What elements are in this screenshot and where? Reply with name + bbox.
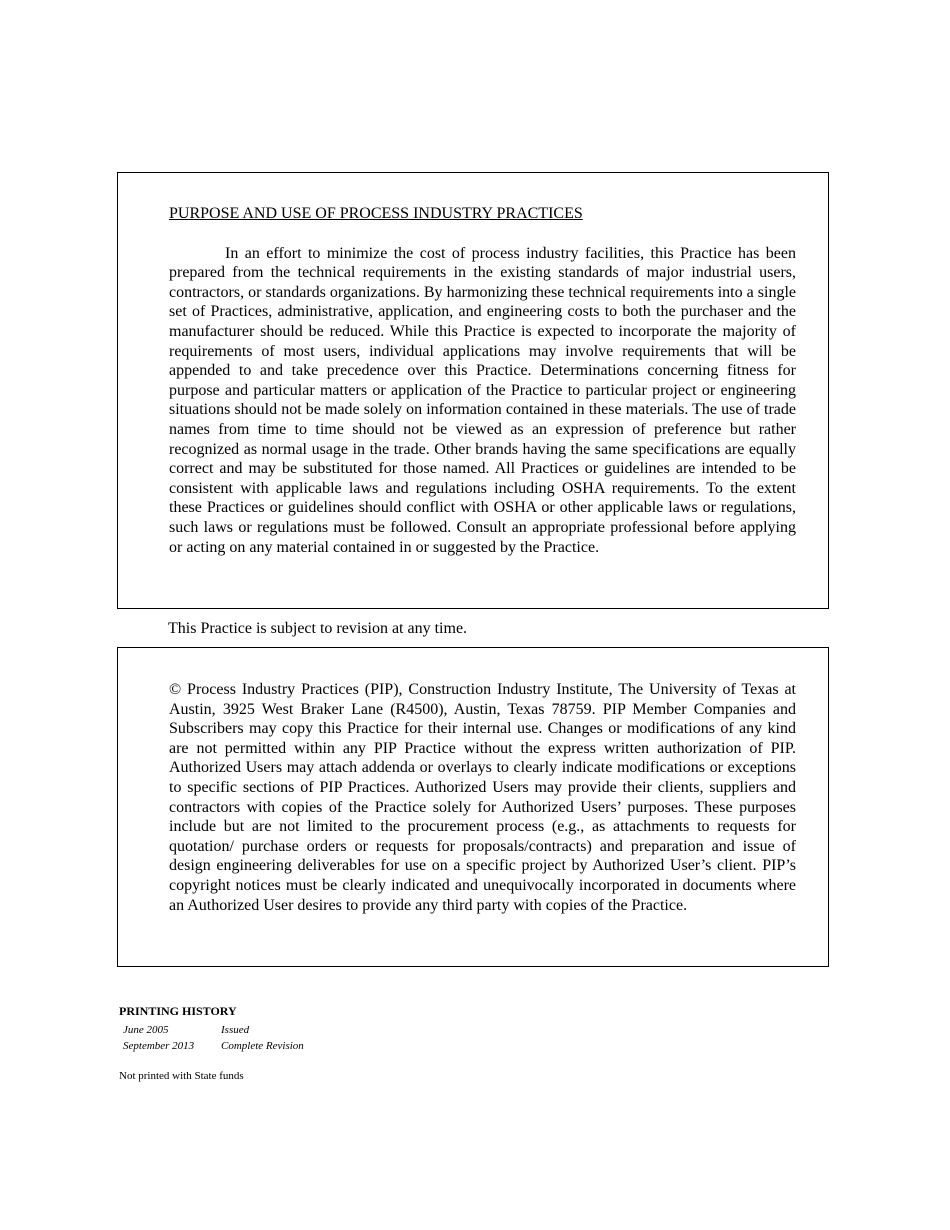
history-date: September 2013 (123, 1040, 195, 1052)
state-funds-note: Not printed with State funds (119, 1070, 244, 1082)
printing-history-row (119, 1022, 304, 1038)
purpose-heading: PURPOSE AND USE OF PROCESS INDUSTRY PRACTICES (169, 205, 583, 222)
printing-history (119, 1004, 304, 1054)
history-date: June 2005 (123, 1024, 169, 1036)
copyright-box (117, 647, 829, 967)
printing-history-table (119, 1022, 304, 1054)
copyright-content (169, 680, 796, 915)
purpose-content (169, 204, 796, 557)
history-note: Complete Revision (221, 1040, 304, 1052)
revision-note: This Practice is subject to revision at any time. (168, 620, 468, 637)
purpose-box (117, 172, 829, 609)
printing-history-title: PRINTING HISTORY (119, 1004, 237, 1018)
copyright-body: © Process Industry Practices (PIP), Construction Industry Institute, The University of Texas at Austin, 3925 West Braker Lane (R4500), Austin, Texas 78759. PIP Member Companies and Subscribers may copy this Practice for their internal use. Changes or modifications of any kind are not permitted within any PIP Practice without the express written authorization of PIP. Authorized Users may attach addenda or overlays to clearly indicate modifications or exceptions to specific sections of PIP Practices. Authorized Users may provide their clients, suppliers and contractors with copies of the Practice solely for Authorized Users’ purposes. These purposes include but are not limited to the procurement process (e.g., as attachments to requests for quotation/ purchase orders or requests for proposals/contracts) and preparation and issue of design engineering deliverables for use on a specific project by Authorized User’s client. PIP’s copyright notices must be clearly indicated and unequivocally incorporated in documents where an Authorized User desires to provide any third party with copies of the Practice. (169, 681, 796, 914)
purpose-body: In an effort to minimize the cost of process industry facilities, this Practice has been prepared from the technical requirements in the existing standards of major industrial users, contractors, or standards organizations. By harmonizing these technical requirements into a single set of Practices, administrative, application, and engineering costs to both the purchaser and the manufacturer should be reduced. While this Practice is expected to incorporate the majority of requirements of most users, individual applications may involve requirements that will be appended to and take precedence over this Practice. Determinations concerning fitness for purpose and particular matters or application of the Practice to particular project or engineering situations should not be made solely on information contained in these materials. The use of trade names from time to time should not be viewed as an expression of preference but rather recognized as normal usage in the trade. Other brands having the same specifications are equally correct and may be substituted for those named. All Practices or guidelines are intended to be consistent with applicable laws and regulations including OSHA requirements. To the extent these Practices or guidelines should conflict with OSHA or other applicable laws or regulations, such laws or regulations must be followed. Consult an appropriate professional before applying or acting on any material contained in or suggested by the Practice. (169, 244, 796, 556)
history-note: Issued (221, 1024, 250, 1036)
printing-history-row (119, 1038, 304, 1054)
